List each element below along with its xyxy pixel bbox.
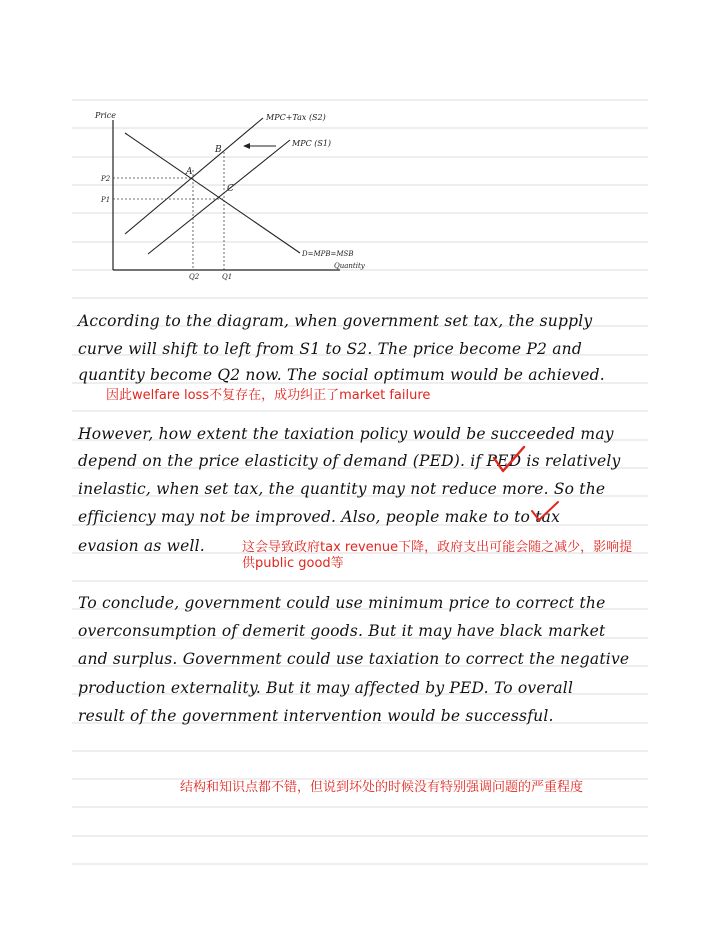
teacher-note-1: 因此welfare loss不复存在，成功纠正了market failure: [106, 388, 431, 403]
y-axis-label: Price: [95, 111, 116, 120]
paragraph3-line4: production externality. But it may affected by PED. To overall: [78, 679, 574, 697]
paragraph2-line1: However, how extent the taxiation policy would be succeeded may: [78, 425, 614, 443]
p2-label: P2: [101, 175, 111, 183]
s2-label: MPC+Tax (S2): [266, 113, 326, 122]
paragraph1-line2: curve will shift to left from S1 to S2. The price become P2 and: [78, 340, 582, 358]
paragraph3-line5: result of the government intervention would be successful.: [78, 707, 554, 725]
paragraph2-line5: evasion as well.: [78, 537, 205, 555]
shift-arrowhead: [243, 143, 250, 149]
paragraph1-line1: According to the diagram, when government set tax, the supply: [78, 312, 593, 330]
x-axis-label: Quantity: [334, 262, 365, 270]
point-a-label: A: [186, 167, 193, 177]
paragraph3-line1: To conclude, government could use minimum price to correct the: [78, 594, 606, 612]
paragraph2-line3: inelastic, when set tax, the quantity may not reduce more. So the: [78, 480, 606, 498]
paragraph1-line3: quantity become Q2 now. The social optimum would be achieved.: [78, 366, 605, 384]
point-b-label: B: [215, 145, 222, 155]
tax-diagram: [0, 0, 720, 300]
paragraph2-line2: depend on the price elasticity of demand (PED). if PED is relatively: [78, 452, 621, 470]
check-mark-small-icon: [528, 498, 562, 524]
paragraph2-line4: efficiency may not be improved. Also, people make to to tax: [78, 508, 561, 526]
p1-label: P1: [101, 196, 111, 204]
demand-label: D=MPB=MSB: [302, 250, 354, 258]
point-c-label: C: [227, 184, 234, 194]
demand-curve: [125, 133, 300, 253]
final-teacher-comment: 结构和知识点都不错，但说到坏处的时候没有特别强调问题的严重程度: [180, 780, 584, 795]
q2-label: Q2: [189, 273, 200, 281]
paragraph3-line3: and surplus. Government could use taxiation to correct the negative: [78, 650, 630, 668]
q1-label: Q1: [222, 273, 233, 281]
paragraph3-line2: overconsumption of demerit goods. But it may have black market: [78, 622, 606, 640]
check-mark-icon: [488, 444, 528, 476]
teacher-note-2-line2: 供public good等: [242, 556, 344, 571]
teacher-note-2-line1: 这会导致政府tax revenue下降，政府支出可能会随之减少，影响提: [242, 540, 633, 555]
s1-label: MPC (S1): [292, 139, 332, 148]
